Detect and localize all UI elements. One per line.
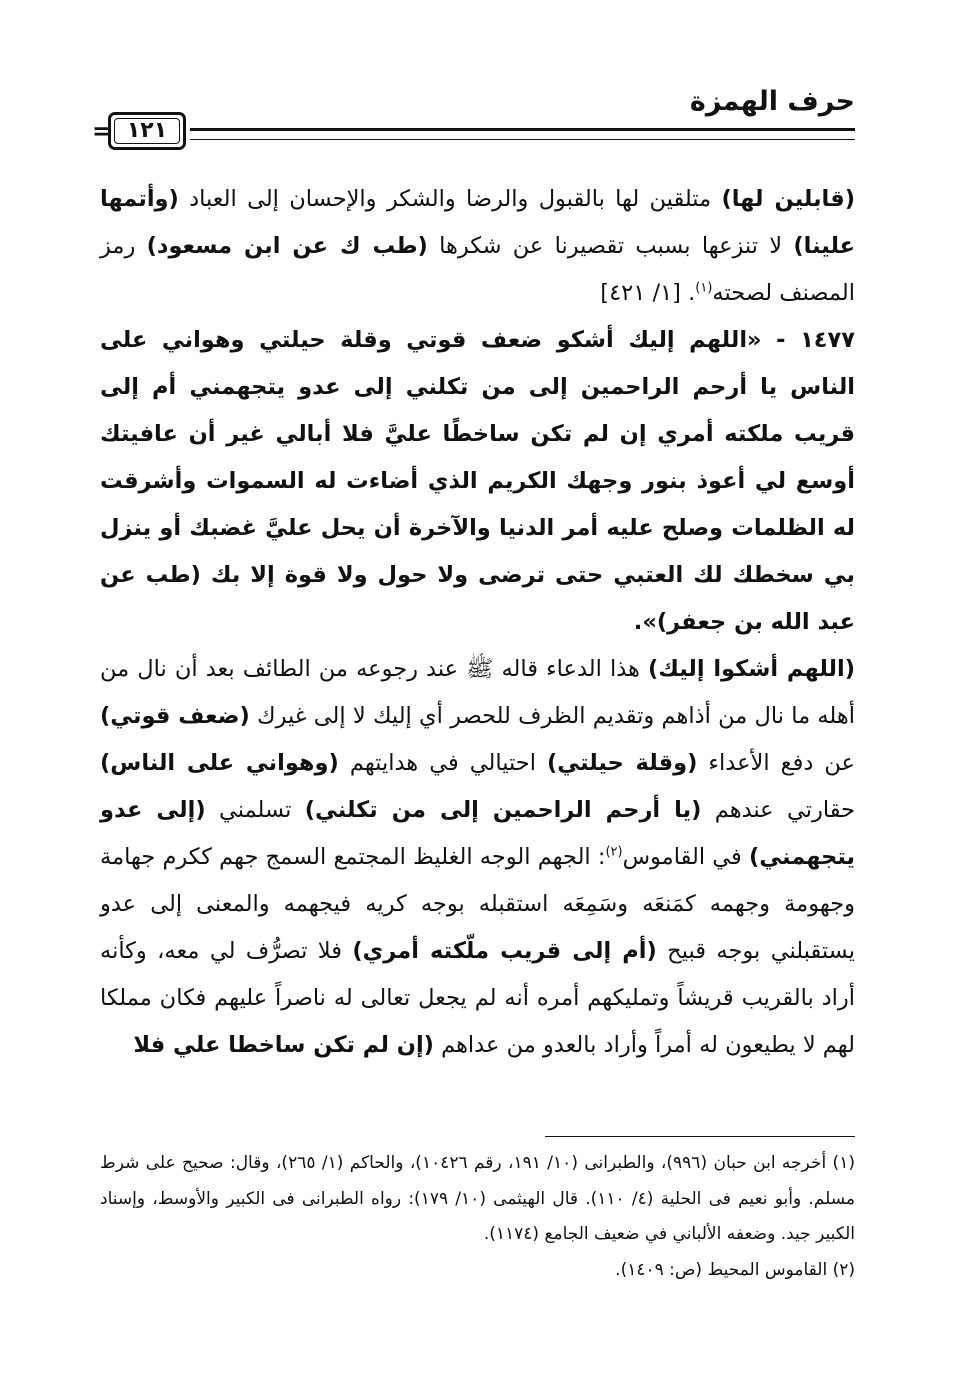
footnote-2: (٢) القاموس المحيط (ص: ١٤٠٩). <box>615 1259 855 1280</box>
bold-phrase: (يا أرحم الراحمين إلى من تكلني) <box>304 797 702 823</box>
bold-phrase: (وأتمها علينا) <box>100 186 855 259</box>
bold-phrase: (ضعف قوتي) <box>100 703 250 729</box>
text-run: : الجهم الوجه الغليظ المجتمع السمج جهم ككرم جهامة وجهومة وجهمه كمَنعَه وسَمِعَه استقبله بوجه كريه فيجهمه والمعنى إلى عدو يستقبلني بوجه قبيح <box>100 844 855 964</box>
bold-phrase: (أم إلى قريب ملّكته أمري) <box>352 938 657 964</box>
page-number: ١٢١ <box>114 118 180 144</box>
text-run: متلقين لها بالقبول والرضا والشكر والإحسان إلى العباد <box>178 186 722 212</box>
hadith-paragraph <box>100 317 855 646</box>
paragraph-commentary-1 <box>100 176 855 317</box>
bold-phrase: (وهواني على الناس) <box>100 750 339 776</box>
hadith-number: ١٤٧٧ - <box>761 327 855 353</box>
text-run: فلا تصرُّف لي معه، وكأنه أراد بالقريب قريشاً وتمليكهم أمره أنه لم يجعل تعالى له ناصراً عليهم فكان مملكا لهم لا يطيعون له أمراً وأراد بالعدو من عداهم <box>100 938 855 1058</box>
bold-phrase: (قابلين لها) <box>721 186 855 212</box>
footnote-marker-2: (٢) <box>605 844 623 860</box>
footnote-marker-1: (١) <box>695 280 713 296</box>
bold-phrase: (اللهم أشكوا إليك) <box>647 656 855 682</box>
bold-phrase: (إلى عدو يتجهمني) <box>100 797 855 870</box>
footnote-1: (١) أخرجه ابن حبان (٩٩٦)، والطبرانى (١٠/ ١٩١، رقم ١٠٤٢٦)، والحاكم (١/ ٢٦٥)، وقال: صحيح على شرط مسلم. وأبو نعيم فى الحلية (٤/ ١١٠). قال الهيثمى (١٠/ ١٧٩): رواه الطبرانى فى الكبير والأوسط، وإسناد الكبير جيد. وضعفه الألباني في ضعيف الجامع (١١٧٤). <box>100 1153 855 1244</box>
source-reference: (طب ك عن ابن مسعود) <box>146 233 428 259</box>
text-run: تسلمني <box>205 797 305 823</box>
header-double-rule <box>190 128 855 140</box>
hadith-text: «اللهم إليك أشكو ضعف قوتي وقلة حيلتي وهواني على الناس يا أرحم الراحمين إلى من تكلني إلى عدو يتجهمني أم إلى قريب ملكته أمري إن لم تكن ساخطًا عليَّ فلا أبالي غير أن عافيتك أوسع لي أعوذ بنور وجهك الكريم الذي أضاءت له السموات وأشرقت له الظلمات وصلح عليه أمر الدنيا والآخرة أن يحل عليَّ غضبك أو ينزل بي سخطك لك العتبي حتى ترضى ولا حول ولا قوة إلا بك (طب عن عبد الله بن جعفر)». <box>100 327 855 635</box>
page-number-frame <box>108 112 186 150</box>
running-title: حرف الهمزة <box>689 86 855 117</box>
text-run: هذا الدعاء قاله ﷺ عند رجوعه من الطائف بعد أن نال من أهله ما نال من أذاهم وتقديم الظرف للحصر أي إليك لا إلى غيرك <box>100 656 855 729</box>
footnotes <box>100 1146 855 1288</box>
footnote-separator <box>545 1136 855 1137</box>
main-text <box>100 176 855 1069</box>
text-run: في القاموس <box>622 844 749 870</box>
text-run: . [١/ ٤٢١] <box>600 280 696 306</box>
page-mark: = <box>92 117 113 145</box>
bold-phrase: (إن لم تكن ساخطا علي فلا <box>133 1032 434 1058</box>
bold-phrase: (وقلة حيلتي) <box>547 750 698 776</box>
text-run: لا تنزعها بسبب تقصيرنا عن شكرها <box>427 233 794 259</box>
text-run: حقارتي عندهم <box>701 797 855 823</box>
text-run: رمز المصنف لصحته <box>100 233 855 306</box>
text-run: احتيالي في هدايتهم <box>338 750 548 776</box>
text-run: عن دفع الأعداء <box>697 750 855 776</box>
paragraph-commentary-2 <box>100 646 855 1069</box>
